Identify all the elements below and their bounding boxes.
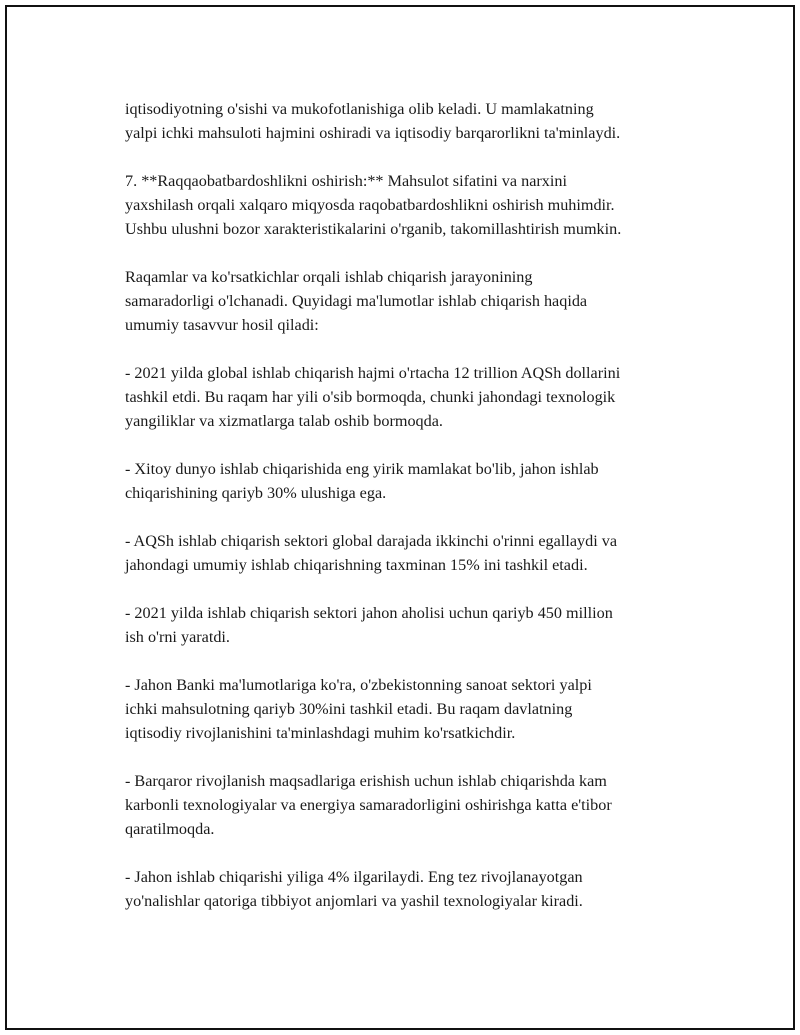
page-frame	[5, 5, 795, 1030]
bullet-sustainability: - Barqaror rivojlanish maqsadlariga erishish uchun ishlab chiqarishda kam karbonli texnologiyalar va energiya samaradorligini oshirishga katta e'tibor qaratilmoqda.	[125, 772, 612, 838]
paragraph-indicators-intro: Raqamlar va ko'rsatkichlar orqali ishlab chiqarish jarayonining samaradorligi o'lchanadi. Quyidagi ma'lumotlar ishlab chiqarish haqida umumiy tasavvur hosil qiladi:	[125, 268, 588, 334]
paragraph-intro-continuation: iqtisodiyotning o'sishi va mukofotlanishiga olib keladi. U mamlakatning yalpi ichki mahsuloti hajmini oshiradi va iqtisodiy barqarorlikni ta'minlaydi.	[125, 100, 621, 142]
paragraph-competitiveness: 7. **Raqqaobatbardoshlikni oshirish:** Mahsulot sifatini va narxini yaxshilash orqali xalqaro miqyosda raqobatbardoshlikni oshirish muhimdir. Ushbu ulushni bozor xarakteristikalarini o'rganib, takomillashtirish mumkin.	[125, 172, 622, 238]
bullet-growth-rate: - Jahon ishlab chiqarishi yiliga 4% ilgarilaydi. Eng tez rivojlanayotgan yo'nalishlar qatoriga tibbiyot anjomlari va yashil texnologiyalar kiradi.	[125, 868, 583, 910]
bullet-usa: - AQSh ishlab chiqarish sektori global darajada ikkinchi o'rinni egallaydi va jahondagi umumiy ishlab chiqarishning taxminan 15% ini tashkil etadi.	[125, 532, 618, 574]
bullet-jobs: - 2021 yilda ishlab chiqarish sektori jahon aholisi uchun qariyb 450 million ish o'rni yaratdi.	[125, 604, 613, 646]
bullet-global-production: - 2021 yilda global ishlab chiqarish hajmi o'rtacha 12 trillion AQSh dollarini tashkil etdi. Bu raqam har yili o'sib bormoqda, chunki jahondagi texnologik yangiliklar va xizmatlarga talab oshib bormoqda.	[125, 364, 621, 430]
bullet-uzbekistan: - Jahon Banki ma'lumotlariga ko'ra, o'zbekistonning sanoat sektori yalpi ichki mahsulotning qariyb 30%ini tashkil etadi. Bu raqam davlatning iqtisodiy rivojlanishini ta'minlashdagi muhim ko'rsatkichdir.	[125, 676, 592, 742]
document-body	[125, 97, 695, 937]
bullet-china: - Xitoy dunyo ishlab chiqarishida eng yirik mamlakat bo'lib, jahon ishlab chiqarishining qariyb 30% ulushiga ega.	[125, 460, 599, 502]
